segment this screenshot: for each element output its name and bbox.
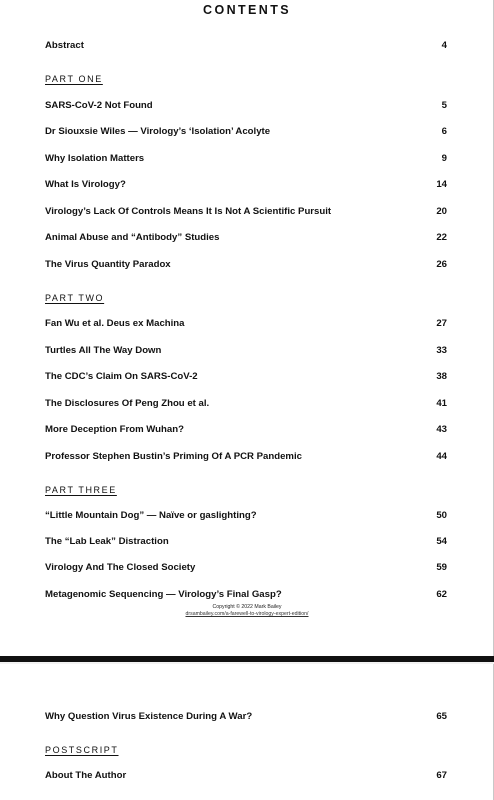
toc-entry-title: Turtles All The Way Down (45, 345, 162, 356)
toc-entry[interactable] (45, 510, 447, 526)
toc-entry[interactable] (45, 536, 447, 552)
toc-entry[interactable] (45, 100, 447, 116)
toc-entry-page: 14 (436, 179, 447, 190)
toc-entry-title: Dr Siouxsie Wiles — Virology’s ‘Isolation’ Acolyte (45, 126, 271, 137)
toc-entry-page: 38 (436, 371, 447, 382)
toc-entry-page: 20 (436, 206, 447, 217)
toc-entry[interactable] (45, 371, 447, 387)
toc-entry[interactable] (45, 259, 447, 275)
toc-entry[interactable] (45, 126, 447, 142)
toc-entry-title: More Deception From Wuhan? (45, 424, 184, 435)
toc-entry-page: 43 (436, 424, 447, 435)
toc-entry-title: Professor Stephen Bustin’s Priming Of A PCR Pandemic (45, 451, 302, 462)
toc-entry-page: 22 (436, 232, 447, 243)
toc-entry[interactable] (45, 770, 447, 786)
toc-entry-page: 9 (441, 153, 447, 164)
toc-entry-page: 50 (436, 510, 447, 521)
toc-entry[interactable] (45, 318, 447, 334)
toc-entry[interactable] (45, 451, 447, 467)
toc-entry-title: Virology’s Lack Of Controls Means It Is Not A Scientific Pursuit (45, 206, 332, 217)
toc-entry-page: 41 (436, 398, 447, 409)
toc-entry-page: 33 (436, 345, 447, 356)
toc-entry-title: Abstract (45, 40, 84, 51)
toc-entry-page: 5 (441, 100, 447, 111)
toc-entry[interactable] (45, 589, 447, 605)
toc-entry[interactable] (45, 153, 447, 169)
toc-entry-page: 54 (436, 536, 447, 547)
postscript-heading: POSTSCRIPT (45, 745, 119, 755)
toc-entry-page: 62 (436, 589, 447, 600)
part-two-heading: PART TWO (45, 293, 105, 303)
toc-entry-title: About The Author (45, 770, 127, 781)
toc-entry-page: 65 (436, 711, 447, 722)
part-three-heading: PART THREE (45, 485, 117, 495)
toc-entry-abstract[interactable] (45, 40, 447, 56)
toc-entry-title: The “Lab Leak” Distraction (45, 536, 169, 547)
toc-entry-title: SARS-CoV-2 Not Found (45, 100, 153, 111)
toc-entry[interactable] (45, 345, 447, 361)
toc-entry-title: Virology And The Closed Society (45, 562, 196, 573)
part-one-heading: PART ONE (45, 74, 103, 84)
toc-entry-page: 27 (436, 318, 447, 329)
toc-entry-title: Fan Wu et al. Deus ex Machina (45, 318, 185, 329)
copyright-notice (0, 604, 494, 618)
toc-entry-title: The CDC’s Claim On SARS-CoV-2 (45, 371, 198, 382)
toc-entry[interactable] (45, 424, 447, 440)
toc-entry-title: Why Isolation Matters (45, 153, 145, 164)
toc-entry-title: Animal Abuse and “Antibody” Studies (45, 232, 220, 243)
toc-entry-title: What Is Virology? (45, 179, 126, 190)
toc-entry[interactable] (45, 206, 447, 222)
toc-entry-title: Why Question Virus Existence During A War? (45, 711, 253, 722)
toc-entry-page: 4 (441, 40, 447, 51)
toc-entry-page: 44 (436, 451, 447, 462)
contents-title: CONTENTS (203, 3, 291, 17)
page-break-shadow (0, 662, 494, 664)
copyright-url-link[interactable]: drsambailey.com/a-farewell-to-virology-expert-edition/ (185, 611, 309, 617)
toc-entry-page: 67 (436, 770, 447, 781)
toc-entry-title: Metagenomic Sequencing — Virology’s Final Gasp? (45, 589, 282, 600)
toc-entry-page: 26 (436, 259, 447, 270)
toc-entry[interactable] (45, 179, 447, 195)
toc-entry[interactable] (45, 711, 447, 727)
toc-entry-page: 6 (441, 126, 447, 137)
toc-entry[interactable] (45, 562, 447, 578)
copyright-line: Copyright © 2022 Mark Bailey (212, 604, 282, 610)
toc-entry-title: The Disclosures Of Peng Zhou et al. (45, 398, 210, 409)
toc-entry-title: “Little Mountain Dog” — Naïve or gaslighting? (45, 510, 257, 521)
toc-entry[interactable] (45, 398, 447, 414)
toc-entry-page: 59 (436, 562, 447, 573)
toc-entry[interactable] (45, 232, 447, 248)
toc-entry-title: The Virus Quantity Paradox (45, 259, 171, 270)
